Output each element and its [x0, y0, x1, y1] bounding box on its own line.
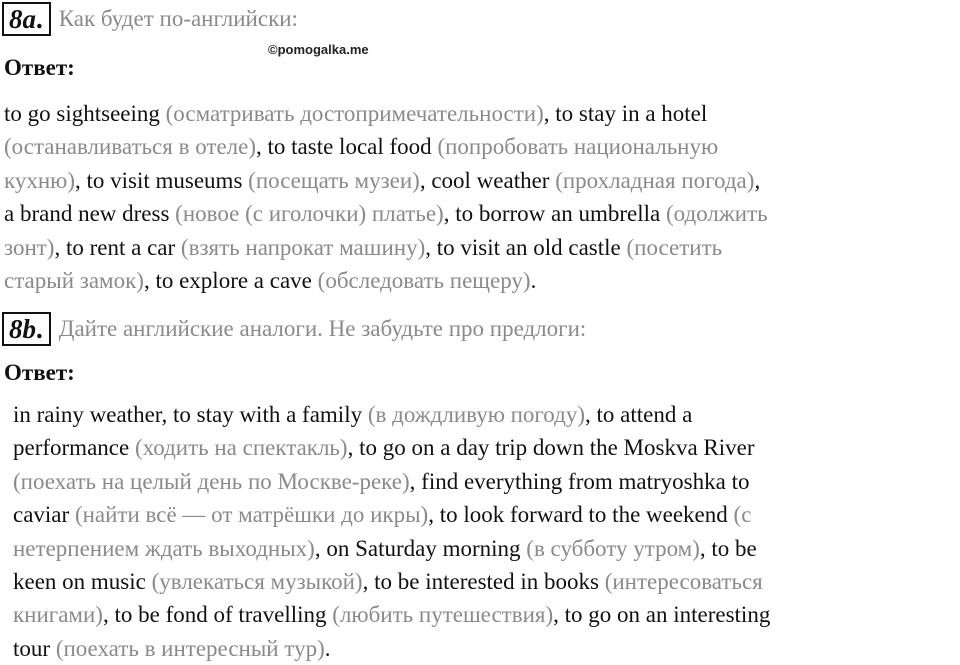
english-text: , to go on an interesting	[553, 602, 771, 628]
text-line	[13, 536, 757, 561]
english-text: .	[530, 268, 537, 294]
text-line	[13, 469, 749, 494]
task-8b-number: 8b	[9, 314, 36, 344]
translation-text: (с	[733, 502, 752, 528]
english-text: .	[324, 635, 331, 661]
task-8b-instruction: Дайте английские аналоги. Не забудьте про предлоги:	[58, 316, 587, 341]
english-text: , cool weather	[419, 167, 556, 193]
translation-text: кухню)	[4, 167, 75, 193]
task-8a-number-box	[2, 2, 51, 36]
text-line	[13, 569, 763, 594]
translation-text: (ходить на спектакль)	[134, 435, 348, 461]
english-text: caviar	[13, 502, 75, 528]
text-line	[13, 402, 692, 427]
translation-text: (любить путешествия)	[332, 602, 554, 628]
english-text: to go sightseeing	[4, 101, 166, 126]
translation-text: (посетить	[626, 234, 723, 260]
translation-text: старый замок)	[4, 268, 144, 294]
task-8a-number: 8a	[9, 4, 36, 34]
english-text: , to explore a cave	[143, 268, 318, 294]
english-text: , on Saturday morning	[314, 535, 527, 561]
translation-text: (обследовать пещеру)	[317, 268, 531, 294]
english-text: a brand new dress	[4, 201, 176, 227]
english-text: , to be fond of travelling	[102, 602, 333, 628]
text-line	[4, 235, 722, 260]
english-text: , to rent a car	[54, 234, 181, 260]
translation-text: зонт)	[4, 234, 55, 260]
text-line	[13, 602, 770, 627]
text-line	[4, 268, 536, 293]
text-line	[4, 168, 760, 193]
translation-text: книгами)	[13, 602, 103, 628]
english-text: tour	[13, 635, 56, 661]
english-text: , to visit an old castle	[425, 234, 627, 260]
translation-text: нетерпением ждать выходных)	[13, 535, 315, 561]
translation-text: (увлекаться музыкой)	[151, 569, 363, 595]
text-line	[4, 101, 707, 126]
text-line	[4, 201, 768, 226]
task-8a-dot: .	[36, 4, 43, 34]
task-8b-header	[2, 312, 586, 346]
translation-text: (в дождливую погоду)	[367, 402, 585, 427]
translation-text: (найти всё — от матрёшки до икры)	[74, 502, 429, 528]
translation-text: (попробовать национальную	[437, 134, 719, 160]
task-8b-answer-text	[13, 398, 960, 665]
translation-text: (посещать музеи)	[248, 167, 420, 193]
task-8a-header	[2, 2, 298, 36]
translation-text: (одолжить	[666, 201, 768, 227]
text-line	[13, 435, 755, 460]
english-text: , to look forward to the weekend	[428, 502, 734, 528]
english-text: , to attend a	[585, 402, 693, 427]
english-text: , to be	[699, 535, 757, 561]
task-8a-answer-label: Ответ:	[4, 55, 75, 80]
translation-text: (в субботу утром)	[526, 535, 700, 561]
translation-text: (поехать в интересный тур)	[55, 635, 325, 661]
task-8a-answer-text	[4, 97, 960, 297]
english-text: , to stay in a hotel	[543, 101, 708, 126]
task-8a-instruction: Как будет по-английски:	[58, 6, 298, 31]
watermark: ©pomogalka.me	[268, 42, 369, 57]
translation-text: (поехать на целый день по Москве-реке)	[13, 468, 410, 494]
english-text: , to borrow an umbrella	[443, 201, 666, 227]
english-text: in rainy weather, to stay with a family	[13, 402, 368, 427]
english-text: , to visit museums	[75, 167, 249, 193]
translation-text: (новое (с иголочки) платье)	[175, 201, 444, 227]
english-text: , to taste local food	[256, 134, 438, 160]
english-text: , to go on a day trip down the Moskva River	[347, 435, 755, 461]
text-line	[13, 636, 331, 661]
english-text: performance	[13, 435, 135, 461]
english-text: keen on music	[13, 569, 152, 595]
text-line	[13, 502, 751, 527]
english-text: ,	[754, 167, 761, 193]
translation-text: (взять напрокат машину)	[180, 234, 426, 260]
text-line	[4, 134, 718, 159]
english-text: , find everything from matryoshka to	[409, 468, 750, 494]
translation-text: (осматривать достопримечательности)	[165, 101, 544, 126]
task-8b-answer-label: Ответ:	[4, 360, 75, 385]
translation-text: (останавливаться в отеле)	[4, 134, 257, 160]
task-8b-dot: .	[36, 314, 43, 344]
translation-text: (интересоваться	[604, 569, 763, 595]
task-8b-number-box	[2, 312, 51, 346]
english-text: , to be interested in books	[362, 569, 605, 595]
translation-text: (прохладная погода)	[555, 167, 755, 193]
